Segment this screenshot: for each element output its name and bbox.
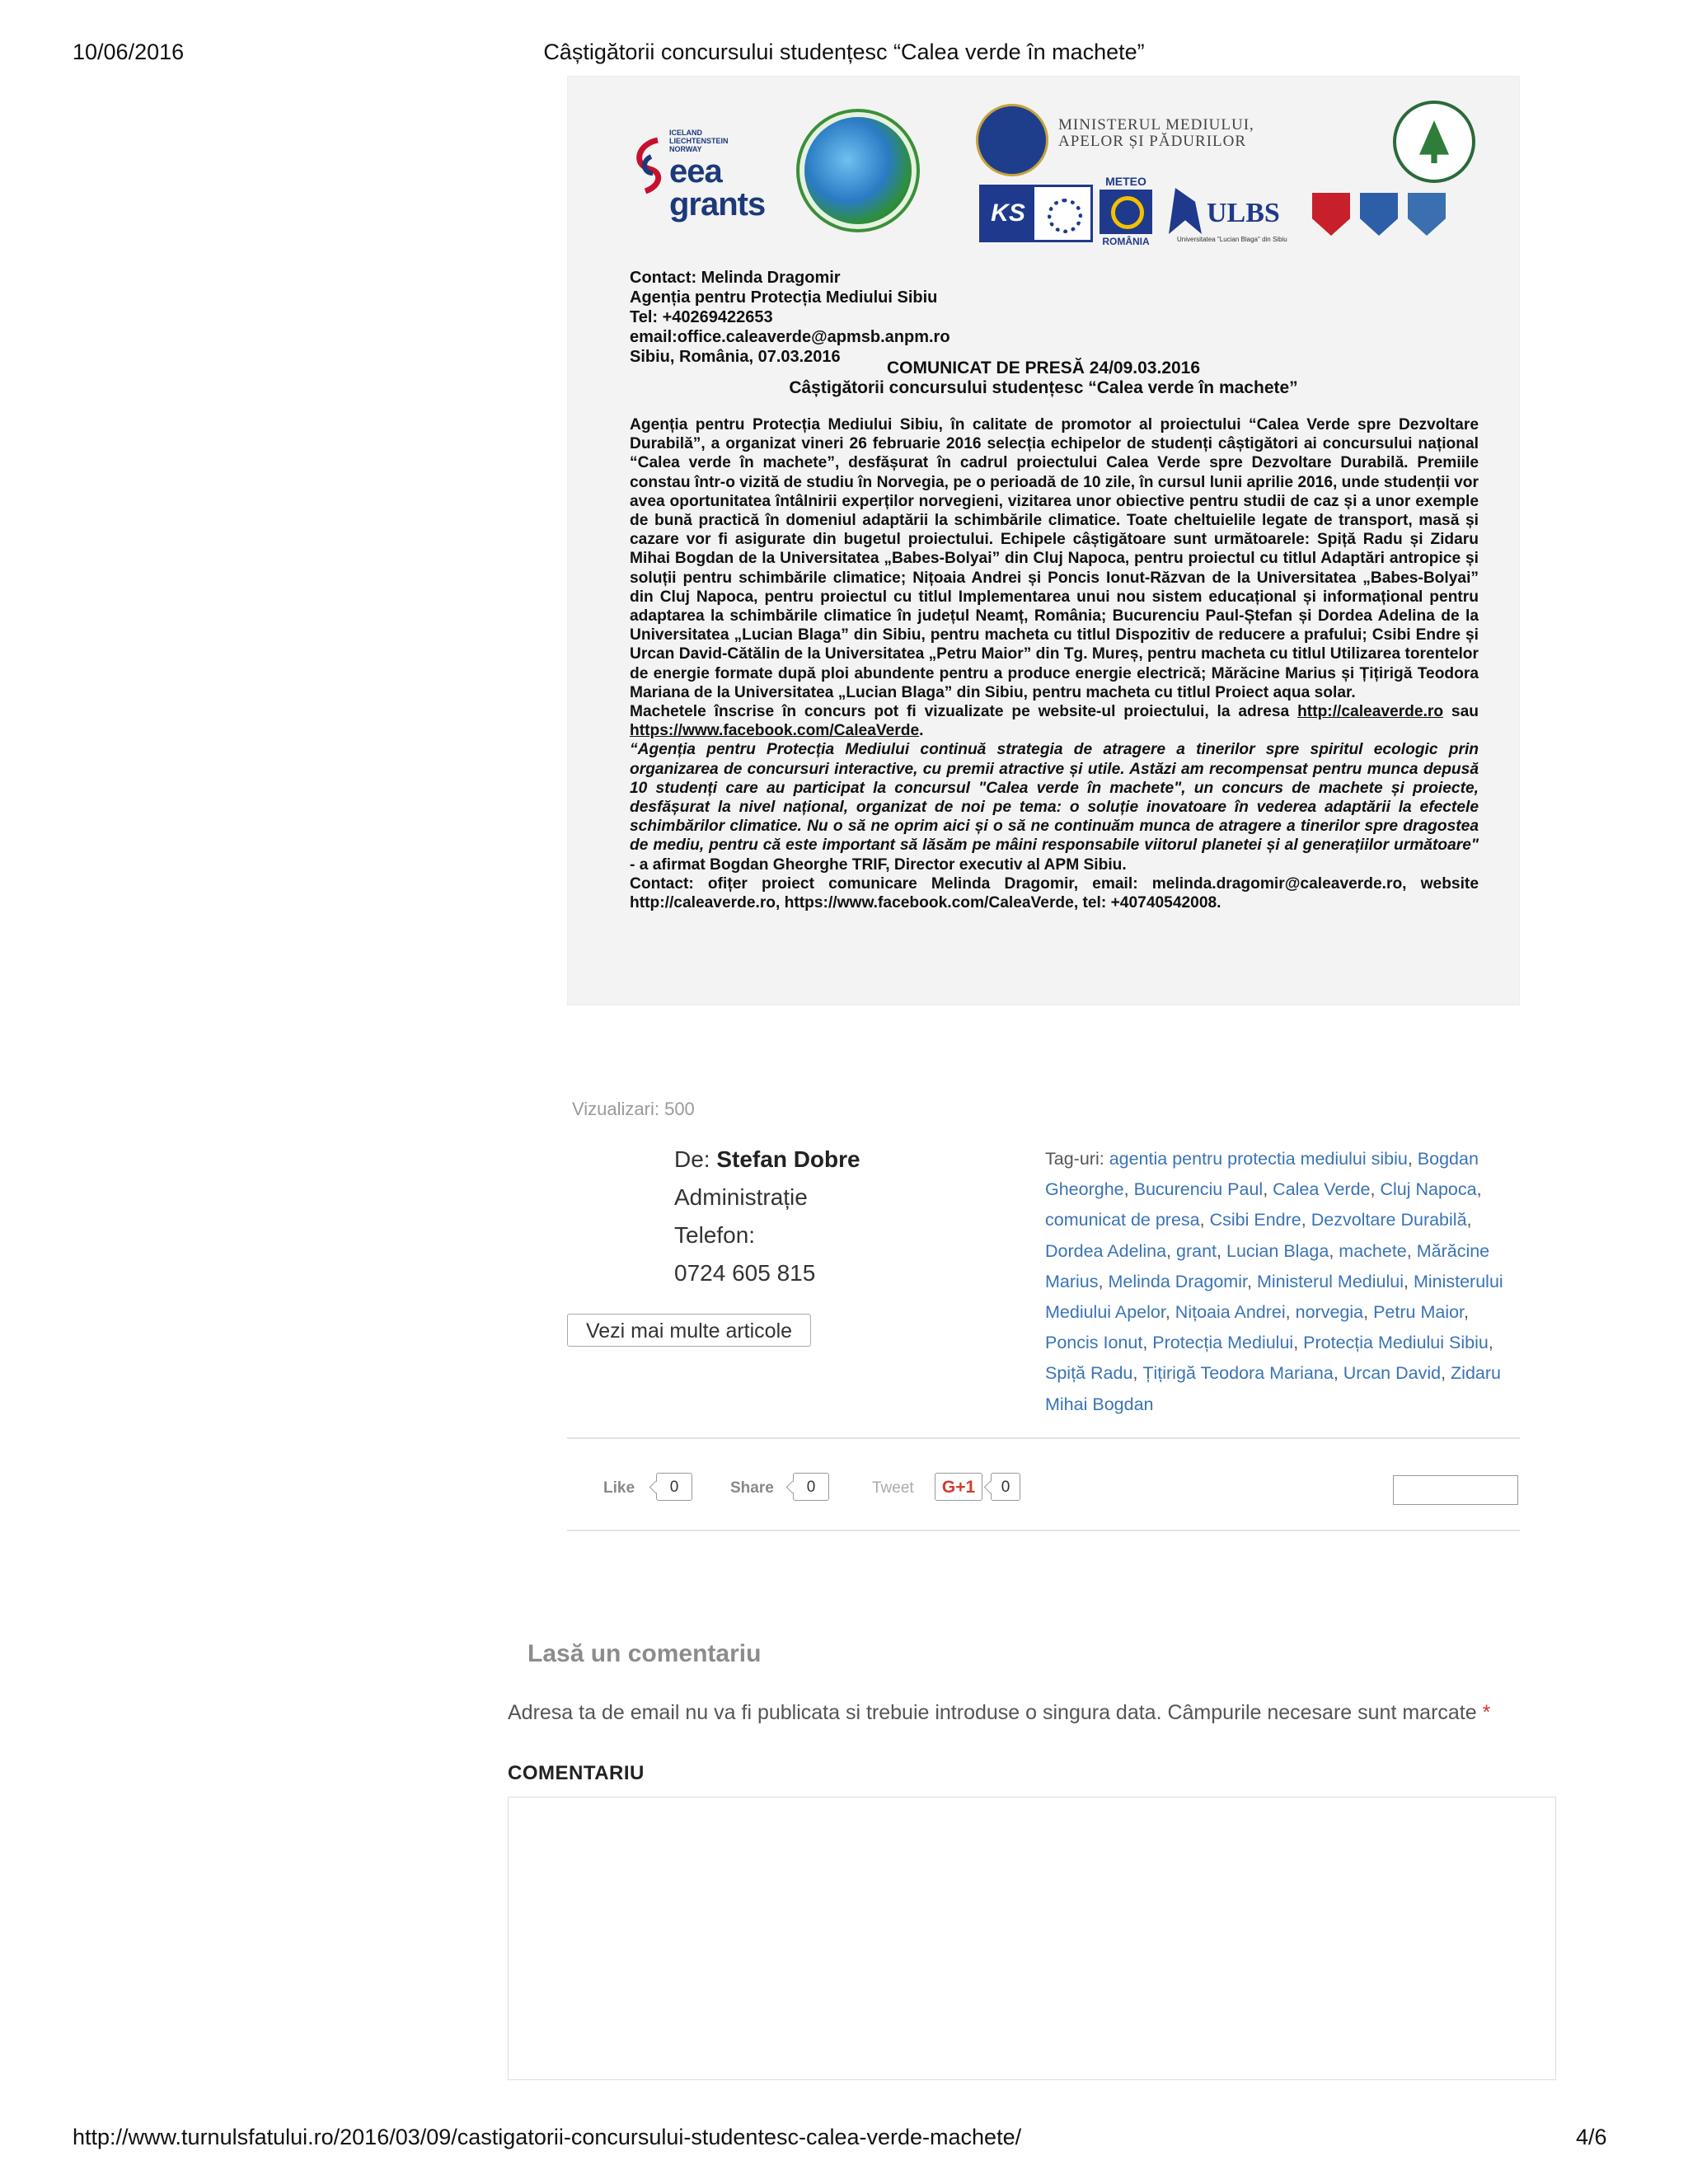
tag-separator: , <box>1407 1149 1413 1169</box>
ulbs-logo-text: ULBS <box>1207 198 1280 228</box>
town-crest-icon <box>1404 188 1449 242</box>
author-prefix: De: <box>674 1146 717 1172</box>
author-line <box>674 1141 860 1179</box>
press-release-title <box>567 359 1520 398</box>
divider <box>567 1530 1520 1531</box>
tag-link[interactable]: Spiță Radu <box>1045 1363 1133 1384</box>
divider <box>567 1437 1520 1439</box>
ministry-logo-text: MINISTERUL MEDIULUI, APELOR ȘI PĂDURILOR <box>1058 116 1254 150</box>
links-prefix: Machetele înscrise în concurs pot fi vizualizate pe website-ul proiectului, la adresa <box>630 703 1298 721</box>
tag-link[interactable]: machete <box>1339 1240 1407 1261</box>
tag-link[interactable]: Csibi Endre <box>1209 1210 1301 1230</box>
tag-link[interactable]: Petru Maior <box>1373 1302 1465 1323</box>
tag-separator: , <box>1217 1240 1221 1261</box>
tag-link[interactable]: Bucurenciu Paul <box>1133 1179 1264 1200</box>
tag-separator: , <box>1263 1179 1268 1200</box>
links-suffix: . <box>919 722 924 740</box>
tag-separator: , <box>1166 1240 1172 1261</box>
tweet-label[interactable]: Tweet <box>872 1479 914 1497</box>
tag-separator: , <box>1476 1179 1482 1200</box>
tag-separator: , <box>1199 1210 1205 1230</box>
tag-link[interactable]: Lucian Blaga <box>1226 1240 1329 1261</box>
ulbs-logo-subtitle: Universitatea "Lucian Blaga" din Sibiu <box>1177 236 1287 243</box>
county-crest-icon <box>1309 188 1353 242</box>
tag-separator: , <box>1441 1363 1447 1384</box>
press-release-body <box>630 415 1479 912</box>
print-page-title: Câștigătorii concursului studențesc “Calea verde în machete” <box>543 40 1145 64</box>
meteo-emblem-icon <box>1100 190 1152 234</box>
links-mid: sau <box>1443 703 1479 721</box>
comment-note <box>508 1701 1490 1725</box>
more-articles-button[interactable]: Vezi mai multe articole <box>567 1314 811 1347</box>
eea-grants-logo <box>633 124 798 247</box>
tag-separator: , <box>1246 1271 1252 1291</box>
tag-separator: , <box>1464 1302 1470 1323</box>
tag-link[interactable]: grant <box>1176 1240 1217 1261</box>
environment-guard-seal-icon <box>1393 101 1475 183</box>
tag-link[interactable]: Bogdan Gheorghe <box>1045 1149 1479 1200</box>
print-date: 10/06/2016 <box>73 40 185 64</box>
share-count: 0 <box>793 1473 829 1501</box>
tag-list <box>1045 1144 1523 1420</box>
tag-link[interactable]: agentia pentru protectia mediului sibiu <box>1109 1149 1408 1169</box>
tag-separator: , <box>1329 1240 1334 1261</box>
press-release-paragraph: Agenția pentru Protecția Mediului Sibiu, în calitate de promotor al proiectului “Calea Verde spre Dezvoltare Durabilă”, a organizat vineri 26 februarie 2016 selecția echipelor de studenți câștigători ai concursului național “Calea verde în machete”, desfășurat în cadrul proiectului Calea Verde spre Dezvoltare Durabilă. Premiile constau într-o vizită de studiu în Norvegia, pe o perioadă de 10 zile, în cursul lunii aprilie 2016, unde studenții vor avea oportunitatea întâlnirii experților norvegieni, vizitarea unor obiective pentru studii de caz și a unor exemple de bună practică în domeniul adaptării la schimbările climatice. Toate cheltuielile legate de transport, masă și cazare vor fi asigurate din bugetul proiectului. Echipele câștigătoare sunt următoarele: Spiță Radu și Zidaru Mihai Bogdan de la Universitatea „Babes-Bolyai” din Cluj Napoca, pentru proiectul cu titlul Adaptări antropice și soluții pentru schimbările climatice; Nițoaia Andrei și Poncis Ionut-Răzvan de la Universitatea „Babes-Bolyai” din Cluj Napoca, pentru proiectul cu titlul Implementarea unui nou sistem educațional și informațional pentru adaptarea la schimbările climatice în județul Neamț, România; Bucurenciu Paul-Ștefan și Dordea Adelina de la Universitatea „Lucian Blaga” din Sibiu, pentru macheta cu titlul Dispozitiv de reducere a prafului; Csibi Endre și Urcan David-Cătălin de la Universitatea „Petru Maior” din Tg. Mureș, pentru macheta cu titlul Utilizarea torentelor de energie formate după ploi abundente pentru a produce energie electrică; Mărăcine Marius și Țițirigă Teodora Mariana de la Universitatea „Lucian Blaga” din Sibiu, pentru macheta cu titlul Proiect aqua solar. <box>630 416 1479 701</box>
tag-link[interactable]: Melinda Dragomir <box>1108 1271 1247 1291</box>
google-plus-count: 0 <box>991 1473 1020 1501</box>
tag-link[interactable]: Țițirigă Teodora Mariana <box>1142 1363 1334 1384</box>
tag-link[interactable]: Dezvoltare Durabilă <box>1311 1210 1467 1230</box>
like-count: 0 <box>656 1473 692 1501</box>
ulbs-bird-icon <box>1169 188 1202 234</box>
quote-attribution: - a afirmat Bogdan Gheorghe TRIF, Director executiv al APM Sibiu. <box>630 855 1127 874</box>
press-release-quote-paragraph <box>630 740 1479 874</box>
tag-separator: , <box>1301 1210 1306 1230</box>
tag-link[interactable]: Ministerului Mediului Apelor <box>1045 1271 1503 1323</box>
tag-separator: , <box>1165 1302 1170 1323</box>
comment-note-text: Adresa ta de email nu va fi publicata si trebuie introduse o singura data. Câmpurile necesare sunt marcate <box>508 1701 1483 1724</box>
press-release-links-paragraph <box>630 702 1479 740</box>
phone-label: Telefon: <box>674 1222 756 1248</box>
phone-number: 0724 605 815 <box>674 1260 816 1286</box>
eea-swirl-icon <box>633 132 666 198</box>
tag-link[interactable]: Calea Verde <box>1273 1179 1371 1200</box>
logo-row <box>567 76 1520 265</box>
ulbs-logo <box>1169 181 1291 251</box>
tag-link[interactable]: Poncis Ionut <box>1045 1333 1143 1353</box>
google-plus-button[interactable]: G+1 <box>935 1473 982 1501</box>
author-box <box>674 1141 860 1292</box>
author-name[interactable]: Stefan Dobre <box>716 1146 860 1172</box>
green-globe-logo <box>804 117 912 224</box>
tag-link[interactable]: Cluj Napoca <box>1380 1179 1477 1200</box>
tag-separator: , <box>1466 1210 1472 1230</box>
tag-link[interactable]: Ministerul Mediului <box>1256 1271 1404 1291</box>
tag-separator: , <box>1098 1271 1104 1291</box>
tag-link[interactable]: Mărăcine Marius <box>1045 1240 1490 1291</box>
director-quote: “Agenția pentru Protecția Mediului continuă strategia de atragere a tinerilor spre spiritul ecologic prin organizarea de concursuri interactive, cu premii atractive și utile. Astăzi am recompensat pentru munca depusă 10 studenți care au participat la concursul "Calea verde în machete", un concurs de machete și proiecte, desfășurat la nivel național, organizat de noi pe tema: o soluție inovatoare în vederea adaptării la efectele schimbărilor climatice. Nu o să ne oprim aici și o să ne continuăm munca de atragere a tinerilor spre dragostea de mediu, pentru că este important să lăsăm pe mâini responsabile viitorul planetei și al generațiilor următoare" <box>630 741 1479 855</box>
caleaverde-link: http://caleaverde.ro <box>1297 703 1444 721</box>
facebook-link: https://www.facebook.com/CaleaVerde <box>630 722 920 740</box>
tag-separator: , <box>1285 1302 1291 1323</box>
tag-separator: , <box>1293 1333 1299 1353</box>
tag-link[interactable]: comunicat de presa <box>1045 1210 1200 1230</box>
tag-separator: , <box>1333 1363 1339 1384</box>
press-release-number: COMUNICAT DE PRESĂ 24/09.03.2016 <box>886 359 1201 377</box>
tags-label: Tag-uri: <box>1045 1149 1104 1169</box>
required-mark: * <box>1482 1701 1491 1724</box>
print-page-number: 4/6 <box>1576 2125 1607 2149</box>
like-label[interactable]: Like <box>603 1479 635 1497</box>
tag-separator: , <box>1370 1179 1376 1200</box>
view-count: Vizualizari: 500 <box>572 1099 695 1119</box>
comment-heading: Lasă un comentariu <box>528 1640 762 1667</box>
meteo-logo-bottom: ROMÂNIA <box>1102 236 1150 247</box>
ks-logo-text: KS <box>982 187 1034 240</box>
tag-separator: , <box>1363 1302 1369 1323</box>
author-role: Administrație <box>674 1184 808 1210</box>
tag-separator: , <box>1488 1333 1493 1353</box>
share-extra-input[interactable] <box>1393 1475 1518 1505</box>
tag-link[interactable]: Nițoaia Andrei <box>1175 1302 1286 1323</box>
tree-icon <box>1419 120 1449 163</box>
tag-separator: , <box>1142 1333 1148 1353</box>
tag-separator: , <box>1123 1179 1129 1200</box>
print-url: http://www.turnulsfatului.ro/2016/03/09/castigatorii-concursului-studentesc-calea-verde-machete/ <box>73 2125 1022 2149</box>
tag-separator: , <box>1403 1271 1409 1291</box>
tag-link[interactable]: Dordea Adelina <box>1045 1240 1167 1261</box>
share-label[interactable]: Share <box>730 1479 774 1497</box>
tag-link[interactable]: norvegia <box>1295 1302 1364 1323</box>
meteo-romania-logo <box>1095 175 1157 249</box>
comment-textarea[interactable] <box>508 1797 1556 2080</box>
eea-countries-text: ICELAND LIECHTENSTEIN NORWAY <box>669 129 729 153</box>
tag-separator: , <box>1406 1240 1412 1261</box>
stars-ring-icon <box>1048 199 1082 233</box>
comment-label: COMENTARIU <box>508 1762 645 1784</box>
press-contact-block: Contact: Melinda Dragomir Agenția pentru Protecția Mediului Sibiu Tel: +40269422653 email:office.caleaverde@apmsb.anpm.ro Sibiu, România, 07.03.2016 <box>630 269 950 366</box>
tag-link[interactable]: Protecția Mediului Sibiu <box>1303 1333 1489 1353</box>
tag-link[interactable]: Zidaru Mihai Bogdan <box>1045 1363 1501 1414</box>
meteo-logo-top: METEO <box>1105 175 1146 188</box>
social-share-bar <box>567 1473 1520 1502</box>
ks-logo <box>979 185 1093 242</box>
city-crest-icon <box>1357 188 1401 242</box>
press-release-image <box>567 76 1520 1005</box>
press-release-final-contact: Contact: ofițer proiect comunicare Melinda Dragomir, email: melinda.dragomir@caleaverde.ro, website http://caleaverde.ro, https://www.facebook.com/CaleaVerde, tel: +40740542008. <box>630 874 1479 912</box>
eea-grants-text: eea grants <box>669 153 766 223</box>
tag-separator: , <box>1132 1363 1138 1384</box>
tag-link[interactable]: Urcan David <box>1343 1363 1442 1384</box>
tag-link[interactable]: Protecția Mediului <box>1152 1333 1294 1353</box>
government-seal-icon <box>976 104 1048 176</box>
press-release-headline: Câștigătorii concursului studențesc “Calea verde în machete” <box>789 378 1298 397</box>
